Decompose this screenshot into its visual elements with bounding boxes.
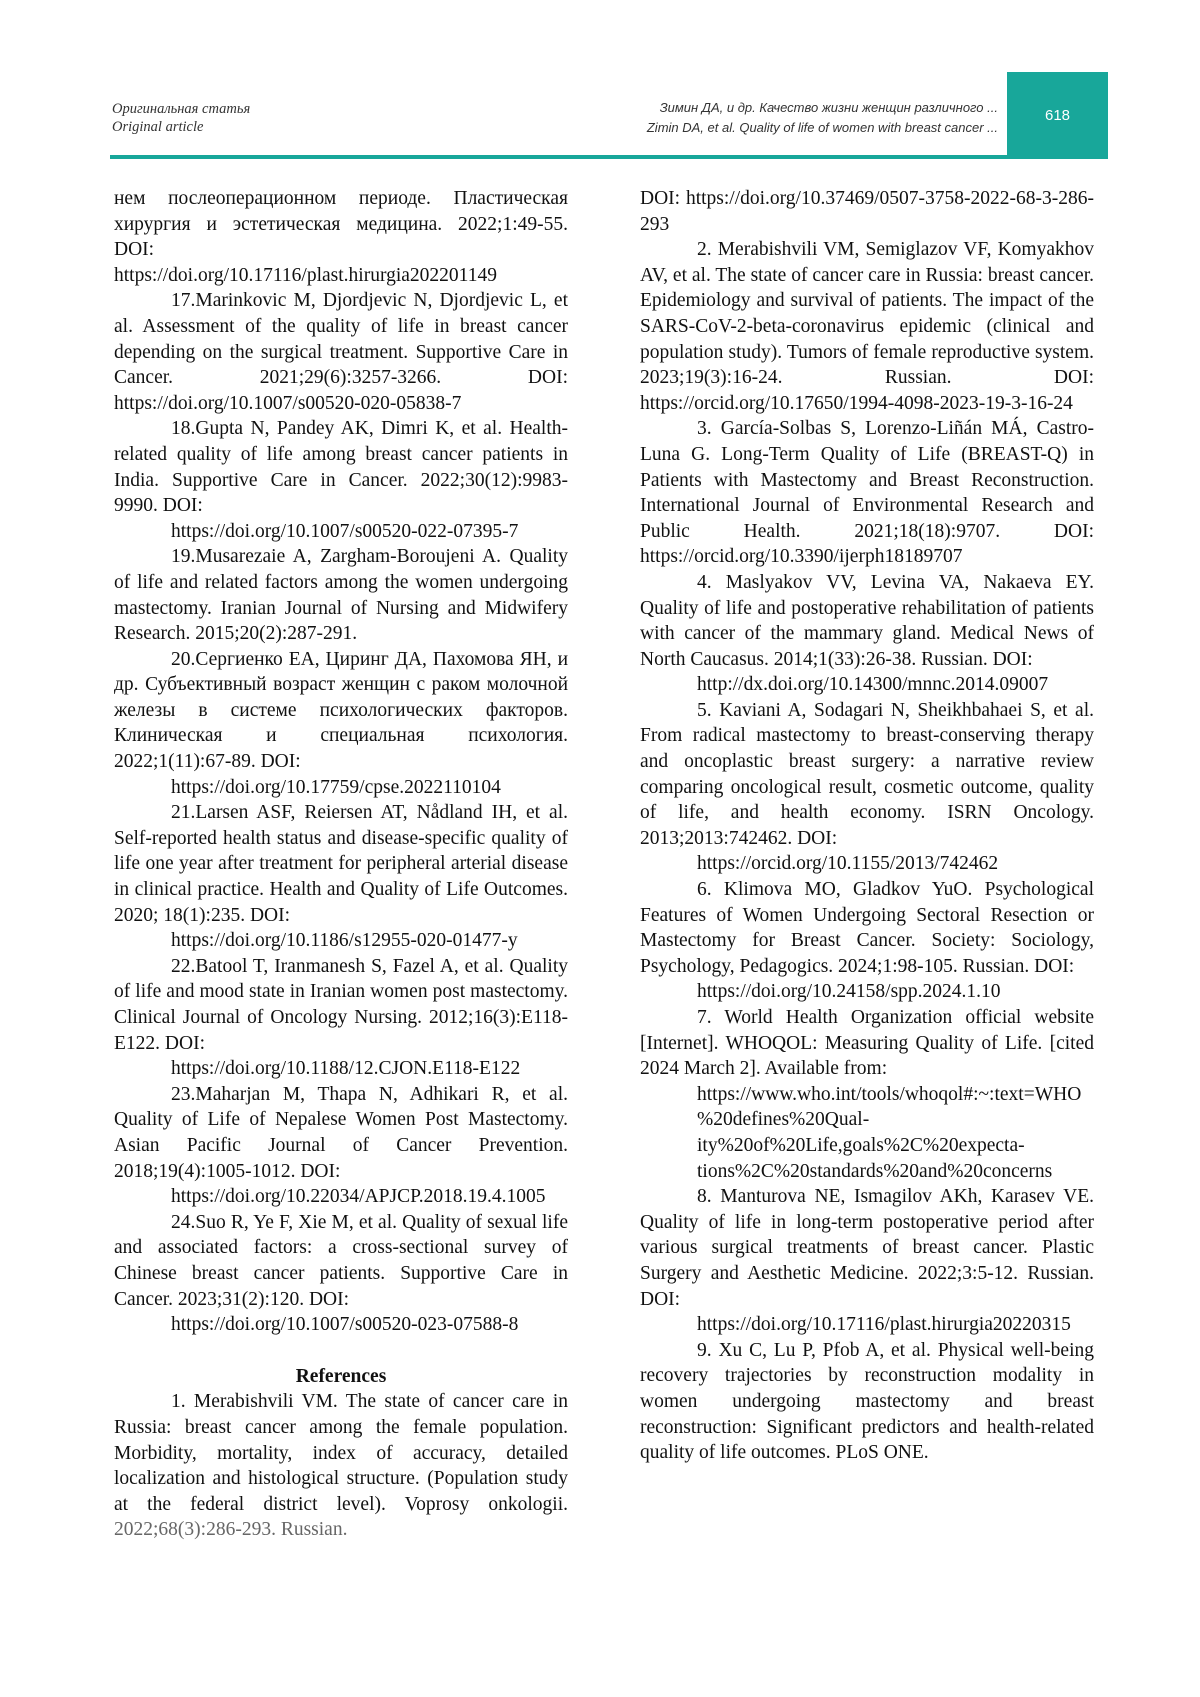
reference-22-text: 22.Batool T, Iranmanesh S, Fazel A, et al. Quality of life and mood state in Iranian women post mastectomy. Clinical Journal of Oncology Nursing. 2012;16(3):E118-E122. DOI: <box>114 955 568 1054</box>
english-reference-7-url-line-1: https://www.who.int/tools/whoqol#:~:text=WHO <box>697 1083 1082 1105</box>
english-reference-7 <box>640 1005 1094 1184</box>
reference-16-continued <box>114 186 568 288</box>
header-rule <box>110 155 1108 159</box>
reference-22 <box>114 954 568 1082</box>
reference-18-doi: https://doi.org/10.1007/s00520-022-07395-7 <box>171 520 519 542</box>
references-heading: References <box>295 1365 387 1387</box>
english-reference-8-text: 8. Manturova NE, Ismagilov AKh, Karasev VE. Quality of life in long-term postoperative period after various surgical treatments of breast cancer. Plastic Surgery and Aesthetic Medicine. 2022;3:5-12. Russian. DOI: <box>640 1186 1094 1310</box>
running-title <box>647 98 998 138</box>
reference-20-doi: https://doi.org/10.17759/cpse.2022110104 <box>171 776 501 798</box>
reference-23-doi: https://doi.org/10.22034/APJCP.2018.19.4.1005 <box>171 1186 546 1208</box>
english-reference-6 <box>640 877 1094 1005</box>
reference-20 <box>114 647 568 801</box>
reference-16-doi: https://doi.org/10.17116/plast.hirurgia202201149 <box>114 264 497 286</box>
reference-19: 19.Musarezaie A, Zargham-Boroujeni A. Quality of life and related factors among the women undergoing mastectomy. Iranian Journal of Nursing and Midwifery Research. 2015;20(2):287-291. <box>114 546 568 645</box>
english-reference-6-doi: https://doi.org/10.24158/spp.2024.1.10 <box>697 981 1001 1003</box>
english-reference-6-text: 6. Klimova MO, Gladkov YuO. Psychological Features of Women Undergoing Sectoral Resection or Mastectomy for Breast Cancer. Society: Sociology, Psychology, Pedagogics. 2024;1:98-105. Russian. DOI: <box>640 879 1094 977</box>
reference-20-text: 20.Сергиенко ЕА, Циринг ДА, Пахомова ЯН, и др. Субъективный возраст женщин с раком молочной железы в системе психологических факторов. Клиническая и специальная психология. 2022;1(11):67-89. DOI: <box>114 648 568 773</box>
article-type-en: Original article <box>112 119 204 135</box>
reference-24-doi: https://doi.org/10.1007/s00520-023-07588-8 <box>171 1314 519 1336</box>
english-reference-4-doi: http://dx.doi.org/10.14300/mnnc.2014.09007 <box>697 674 1049 696</box>
reference-18 <box>114 416 568 544</box>
reference-21-text: 21.Larsen ASF, Reiersen AT, Nådland IH, et al. Self-reported health status and disease-specific quality of life one year after treatment for peripheral arterial disease in clinical practice. Health and Quality of Life Outcomes. 2020; 18(1):235. DOI: <box>114 802 568 926</box>
reference-23 <box>114 1082 568 1210</box>
right-column <box>640 186 1094 1466</box>
english-reference-8 <box>640 1184 1094 1338</box>
reference-22-doi: https://doi.org/10.1188/12.CJON.E118-E122 <box>171 1058 521 1080</box>
english-reference-7-url-line-2: %20defines%20Qual- <box>697 1109 870 1131</box>
english-reference-1-continued: DOI: https://doi.org/10.37469/0507-3758-2022-68-3-286-293 <box>640 188 1094 235</box>
english-reference-2: 2. Merabishvili VM, Semiglazov VF, Komyakhov AV, et al. The state of cancer care in Russia: breast cancer. Epidemiology and survival of patients. The impact of the SARS-CoV-2-beta-coronavirus epidemic (clinical and population study). Tumors of female reproductive system. 2023;19(3):16-24. Russian. DOI: https://orcid.org/10.17650/1994-4098-2023-19-3-16-24 <box>640 239 1094 414</box>
reference-17: 17.Marinkovic M, Djordjevic N, Djordjevic L, et al. Assessment of the quality of life in breast cancer depending on the surgical treatment. Supportive Care in Cancer. 2021;29(6):3257-3266. DOI: https://doi.org/10.1007/s00520-020-05838-7 <box>114 290 568 414</box>
english-reference-7-url-line-4: tions%2C%20standards%20and%20concerns <box>697 1160 1053 1182</box>
english-reference-4-text: 4. Maslyakov VV, Levina VA, Nakaeva EY. Quality of life and postoperative rehabilitation of patients with cancer of the mammary gland. Medical News of North Caucasus. 2014;1(33):26-38. Russian. DOI: <box>640 571 1094 670</box>
english-reference-1-text: 1. Merabishvili VM. The state of cancer care in Russia: breast cancer among the female population. Morbidity, mortality, index of accuracy, detailed localization and histological structure. (Population study at the federal district level). Voprosy onkologii. <box>114 1391 568 1515</box>
article-type <box>112 100 250 136</box>
left-column <box>114 186 568 1543</box>
reference-21 <box>114 800 568 954</box>
english-reference-5 <box>640 698 1094 877</box>
running-title-en: Zimin DA, et al. Quality of life of women with breast cancer ... <box>646 120 998 135</box>
english-reference-4 <box>640 570 1094 698</box>
english-reference-8-doi: https://doi.org/10.17116/plast.hirurgia20220315 <box>697 1314 1071 1336</box>
page-number: 618 <box>1044 106 1071 124</box>
english-reference-9: 9. Xu C, Lu P, Pfob A, et al. Physical well-being recovery trajectories by reconstruction modality in women undergoing mastectomy and breast reconstruction: Significant predictors and health-related quality of life outcomes. PLoS ONE. <box>640 1339 1094 1464</box>
article-type-ru: Оригинальная статья <box>112 101 251 117</box>
reference-16-text: нем послеоперационном периоде. Пластическая хирургия и эстетическая медицина. 2022;1:49-55. DOI: <box>114 188 568 261</box>
english-reference-3: 3. García-Solbas S, Lorenzo-Liñán MÁ, Castro-Luna G. Long-Term Quality of Life (BREAST-Q) in Patients with Mastectomy and Breast Reconstruction. International Journal of Environmental Research and Public Health. 2021;18(18):9707. DOI: https://orcid.org/10.3390/ijerph18189707 <box>640 418 1094 568</box>
english-reference-7-url-line-3: ity%20of%20Life,goals%2C%20expecta- <box>697 1134 1025 1156</box>
running-title-ru: Зимин ДА, и др. Качество жизни женщин различного ... <box>659 100 998 115</box>
english-reference-1-tail: 2022;68(3):286-293. Russian. <box>114 1519 348 1541</box>
english-reference-7-text: 7. World Health Organization official website [Internet]. WHOQOL: Measuring Quality of Life. [cited 2024 March 2]. Available from: <box>640 1007 1094 1080</box>
english-reference-1 <box>114 1389 568 1543</box>
page-number-box <box>1007 72 1108 158</box>
reference-24 <box>114 1210 568 1338</box>
english-reference-5-text: 5. Kaviani A, Sodagari N, Sheikhbahaei S, et al. From radical mastectomy to breast-conserving therapy and oncoplastic breast surgery: a narrative review comparing oncological result, cosmetic outcome, quality of life, and health economy. ISRN Oncology. 2013;2013:742462. DOI: <box>640 699 1094 849</box>
reference-23-text: 23.Maharjan M, Thapa N, Adhikari R, et al. Quality of Life of Nepalese Women Post Mastectomy. Asian Pacific Journal of Cancer Prevention. 2018;19(4):1005-1012. DOI: <box>114 1083 568 1182</box>
reference-24-text: 24.Suo R, Ye F, Xie M, et al. Quality of sexual life and associated factors: a cross-sectional survey of Chinese breast cancer patients. Supportive Care in Cancer. 2023;31(2):120. DOI: <box>114 1211 568 1310</box>
reference-21-doi: https://doi.org/10.1186/s12955-020-01477-y <box>171 930 518 952</box>
english-reference-5-doi: https://orcid.org/10.1155/2013/742462 <box>697 853 999 875</box>
reference-18-text: 18.Gupta N, Pandey AK, Dimri K, et al. Health-related quality of life among breast cancer patients in India. Supportive Care in Cancer. 2022;30(12):9983-9990. DOI: <box>114 418 568 517</box>
